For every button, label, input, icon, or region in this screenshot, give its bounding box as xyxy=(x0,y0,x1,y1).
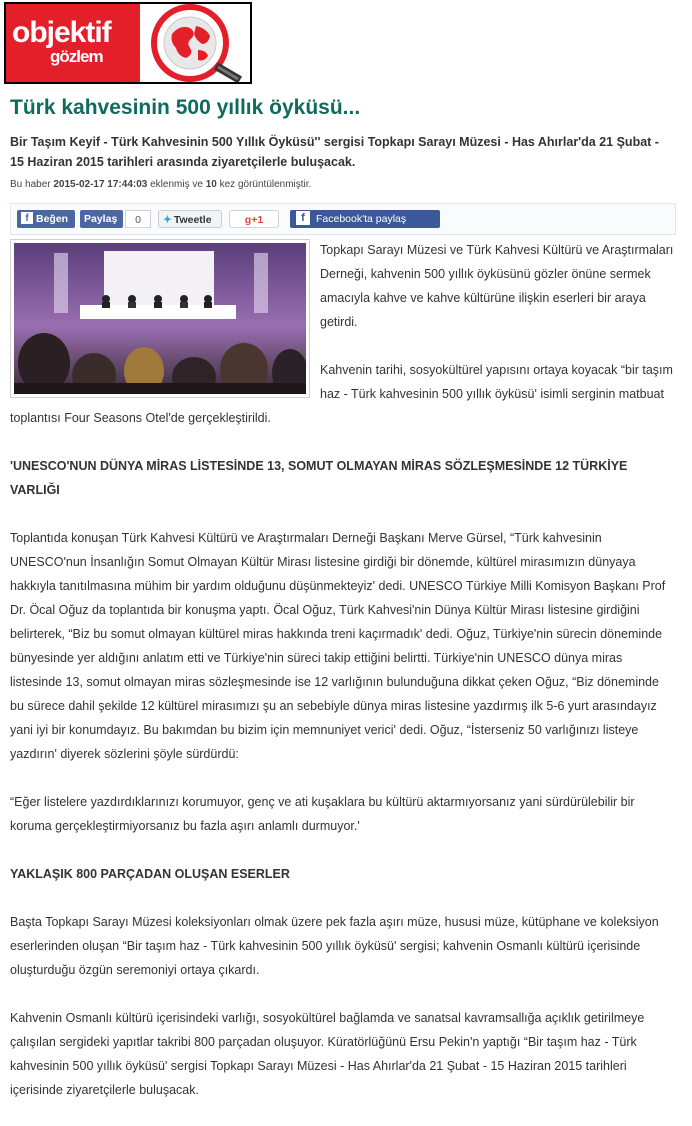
facebook-icon: f xyxy=(296,211,310,225)
facebook-like-button[interactable] xyxy=(17,210,75,228)
tweet-label: Tweetle xyxy=(173,214,212,226)
photo-float-placeholder xyxy=(10,238,320,406)
meta-date: 2015-02-17 17:44:03 xyxy=(53,179,148,190)
share-count-badge: 0 xyxy=(125,210,151,228)
section-heading: YAKLAŞIK 800 PARÇADAN OLUŞAN ESERLER xyxy=(10,867,290,881)
article-lead: Bir Taşım Keyif - Türk Kahvesinin 500 Yıllık Öyküsü'' sergisi Topkapı Sarayı Müzesi - Has Ahırlar'da 21 Şubat - 15 Haziran 2015 tarihleri arasında ziyaretçilerle buluşacak. xyxy=(10,135,659,169)
share-toolbar xyxy=(10,203,676,235)
google-plus-icon: g xyxy=(244,214,252,226)
meta-prefix: Bu haber xyxy=(10,179,51,190)
facebook-icon: f xyxy=(21,212,33,224)
tweet-button[interactable] xyxy=(158,210,222,228)
section-heading: 'UNESCO'NUN DÜNYA MİRAS LİSTESİNDE 13, SOMUT OLMAYAN MİRAS SÖZLEŞMESİNDE 12 TÜRKİYE VARLIĞI xyxy=(10,459,628,497)
facebook-share-button[interactable] xyxy=(290,210,440,228)
article-paragraph: Topkapı Sarayı Müzesi ve Türk Kahvesi Kültürü ve Araştırmaları Derneği, kahvenin 500 yıllık öyküsünü gözler önüne sermek amacıyla kahve ve kahve kültürüne ilişkin eserleri bir araya getirdi. xyxy=(320,243,674,329)
article-paragraph-text: Kahvenin tarihi, sosyokültürel yapısını ortaya koyacak “bir taşım haz - Türk kahvesinin 500 yıllık öyküsü' isimli serginin matbuat toplantısı Four Seasons Otel'de gerçekleştirildi. xyxy=(10,363,673,425)
globe-seal-icon xyxy=(140,4,250,82)
article-title: Türk kahvesinin 500 yıllık öyküsü... xyxy=(10,96,361,119)
logo-red-panel xyxy=(6,4,140,82)
meta-views: 10 xyxy=(205,179,217,190)
article-paragraph: “Eğer listelere yazdırdıklarınızı korumuyor, genç ve ati kuşaklara bu kültürü aktarmıyorsanız yani sürdürülebilir bir koruma gerçekleştirmiyorsanız bu fazla aşırı anlamlı durmuyor.' xyxy=(10,795,635,833)
fb-share-label: Facebook'ta paylaş xyxy=(316,213,407,225)
article-paragraph: Kahvenin Osmanlı kültürü içerisindeki varlığı, sosyokültürel bağlamda ve sanatsal kavramsallığa açıklık getirilmeye çalışılan sergideki yapıtlar takribi 800 parçadan oluşuyor. Küratörlüğünü Ersu Pekin'n yaptığı “Bir taşım haz - Türk kahvesinin 500 yıllık öyküsü' sergisi Topkapı Sarayı Müzesi - Has Ahırlar'da 21 Şubat - 15 Haziran 2015 tarihleri içerisinde ziyaretçilerle buluşacak. xyxy=(10,1011,645,1097)
article-paragraph: Başta Topkapı Sarayı Müzesi koleksiyonları olmak üzere pek fazla aşırı müze, hususi müze, kütüphane ve koleksiyon eserlerinden oluşan “Bir taşım haz - Türk kahvesinin 500 yıllık öyküsü' sergisi; kahvenin Osmanlı kültürü içerisinde oluşturduğu özgün seremoniyi ortaya çıkardı. xyxy=(10,915,659,977)
site-logo[interactable] xyxy=(4,2,252,84)
logo-line2: gözlem xyxy=(50,47,103,66)
google-plus-button[interactable] xyxy=(229,210,279,228)
twitter-bird-icon: ✦ xyxy=(163,214,172,226)
article-body xyxy=(10,238,676,1126)
logo-line1: objektif xyxy=(12,16,111,49)
meta-middle: eklenmiş ve xyxy=(150,179,203,190)
spacer xyxy=(10,430,676,454)
facebook-share-small-button[interactable] xyxy=(80,210,123,228)
article-paragraph: Toplantıda konuşan Türk Kahvesi Kültürü ve Araştırmaları Derneği Başkanı Merve Gürsel, “Türk kahvesinin UNESCO'nun İnsanlığın Somut Olmayan Kültür Mirası listesine girdiği bir dönemde, kültürel mirasımızın dünyaya hakkıyla tanıtılmasına mühim bir yardım olduğunu düşünmekteyiz' dedi. UNESCO Türkiye Milli Komisyon Başkanı Prof Dr. Öcal Oğuz da toplantıda bir konuşma yaptı. Öcal Oğuz, Türk Kahvesi'nin Dünya Kültür Mirası listesine girdiğini belirterek, “Biz bu somut olmayan kültürel miras hakkında treni kaçırmadık' dedi. Oğuz, Türkiye'nin sürecin döneminde bünyesinde yer aldığını anlatım etti ve Türkiye'nin süreci takip ettiğini belirtti. Türkiye'nin UNESCO dünya miras listesinde 13, somut olmayan miras sözleşmesinde ise 12 varlığının bulunduğuna dikkat çeken Oğuz, “Biz döneminde bu sürece dahil şekilde 12 kültürel mirasımızı şu an sebebiyle dünya miras listesine yazdırmış ilk 5-6 yurt arasındayız yani iyi bir konumdayız. Bu bakımdan bu bizim için memnuniyet verici' dedi. Oğuz, “İsterseniz 50 varlığınızı listeye yazdırın' diyerek sözlerini şöyle sürdürdü: xyxy=(10,531,666,761)
meta-suffix: kez görüntülenmiştir. xyxy=(219,179,312,190)
like-label: Beğen xyxy=(36,213,69,225)
article-meta xyxy=(10,178,311,192)
share-label: Paylaş xyxy=(84,213,118,225)
gplus-label: +1 xyxy=(251,214,264,226)
